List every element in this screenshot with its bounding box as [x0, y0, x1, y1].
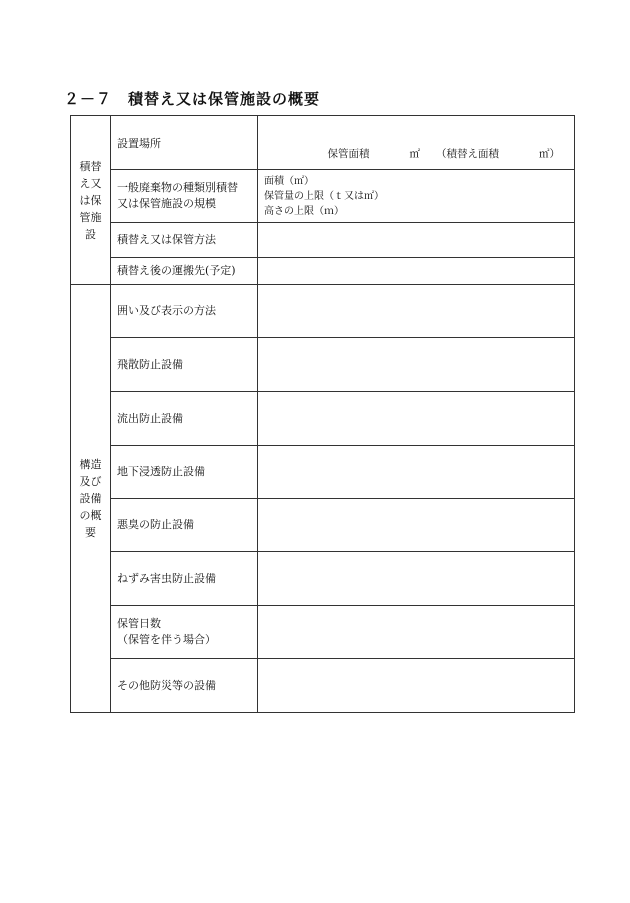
outflow-prevention-value-cell[interactable] [258, 392, 575, 446]
scatter-prevention-label: 飛散防止設備 [111, 338, 258, 392]
disaster-prevention-value-cell[interactable] [258, 659, 575, 713]
row-storage-days [71, 606, 575, 659]
odor-prevention-label: 悪臭の防止設備 [111, 499, 258, 552]
row-scale [71, 170, 575, 223]
section2-label: 構造 及び 設備 の概 要 [71, 285, 111, 713]
transfer-area-label: （積替え面積 [436, 148, 499, 160]
storage-days-label: 保管日数 （保管を伴う場合） [111, 606, 258, 659]
scale-label: 一般廃棄物の種類別積替 又は保管施設の規模 [111, 170, 258, 223]
storage-limit-line: 保管量の上限（ｔ又は㎡） [264, 190, 384, 202]
page-title: ２－７ 積替え又は保管施設の概要 [64, 90, 321, 108]
row-method [71, 223, 575, 258]
destination-value-cell[interactable] [258, 258, 575, 285]
outflow-prevention-label: 流出防止設備 [111, 392, 258, 446]
site-value-cell[interactable] [258, 116, 575, 170]
row-disaster [71, 659, 575, 713]
row-scatter [71, 338, 575, 392]
transfer-area-unit: ㎡） [539, 148, 560, 160]
scatter-prevention-value-cell[interactable] [258, 338, 575, 392]
scale-value-cell[interactable] [258, 170, 575, 223]
row-site [71, 116, 575, 170]
storage-area-label: 保管面積 [327, 148, 370, 160]
enclosure-label: 囲い及び表示の方法 [111, 285, 258, 338]
row-pest [71, 552, 575, 606]
disaster-prevention-label: その他防災等の設備 [111, 659, 258, 713]
height-limit-line: 高さの上限（ｍ） [264, 205, 344, 217]
enclosure-value-cell[interactable] [258, 285, 575, 338]
row-enclosure [71, 285, 575, 338]
section1-label: 積替 え又 は保 管施 設 [71, 116, 111, 285]
pest-prevention-value-cell[interactable] [258, 552, 575, 606]
row-destination [71, 258, 575, 285]
row-outflow [71, 392, 575, 446]
destination-label: 積替え後の運搬先(予定) [111, 258, 258, 285]
row-odor [71, 499, 575, 552]
method-value-cell[interactable] [258, 223, 575, 258]
odor-prevention-value-cell[interactable] [258, 499, 575, 552]
storage-area-unit: ㎡ [409, 148, 420, 160]
method-label: 積替え又は保管方法 [111, 223, 258, 258]
seepage-prevention-label: 地下浸透防止設備 [111, 446, 258, 499]
area-line: 面積（㎡） [264, 175, 314, 187]
pest-prevention-label: ねずみ害虫防止設備 [111, 552, 258, 606]
facility-overview-table [70, 115, 575, 713]
seepage-prevention-value-cell[interactable] [258, 446, 575, 499]
row-seepage [71, 446, 575, 499]
storage-days-value-cell[interactable] [258, 606, 575, 659]
site-label: 設置場所 [111, 116, 258, 170]
